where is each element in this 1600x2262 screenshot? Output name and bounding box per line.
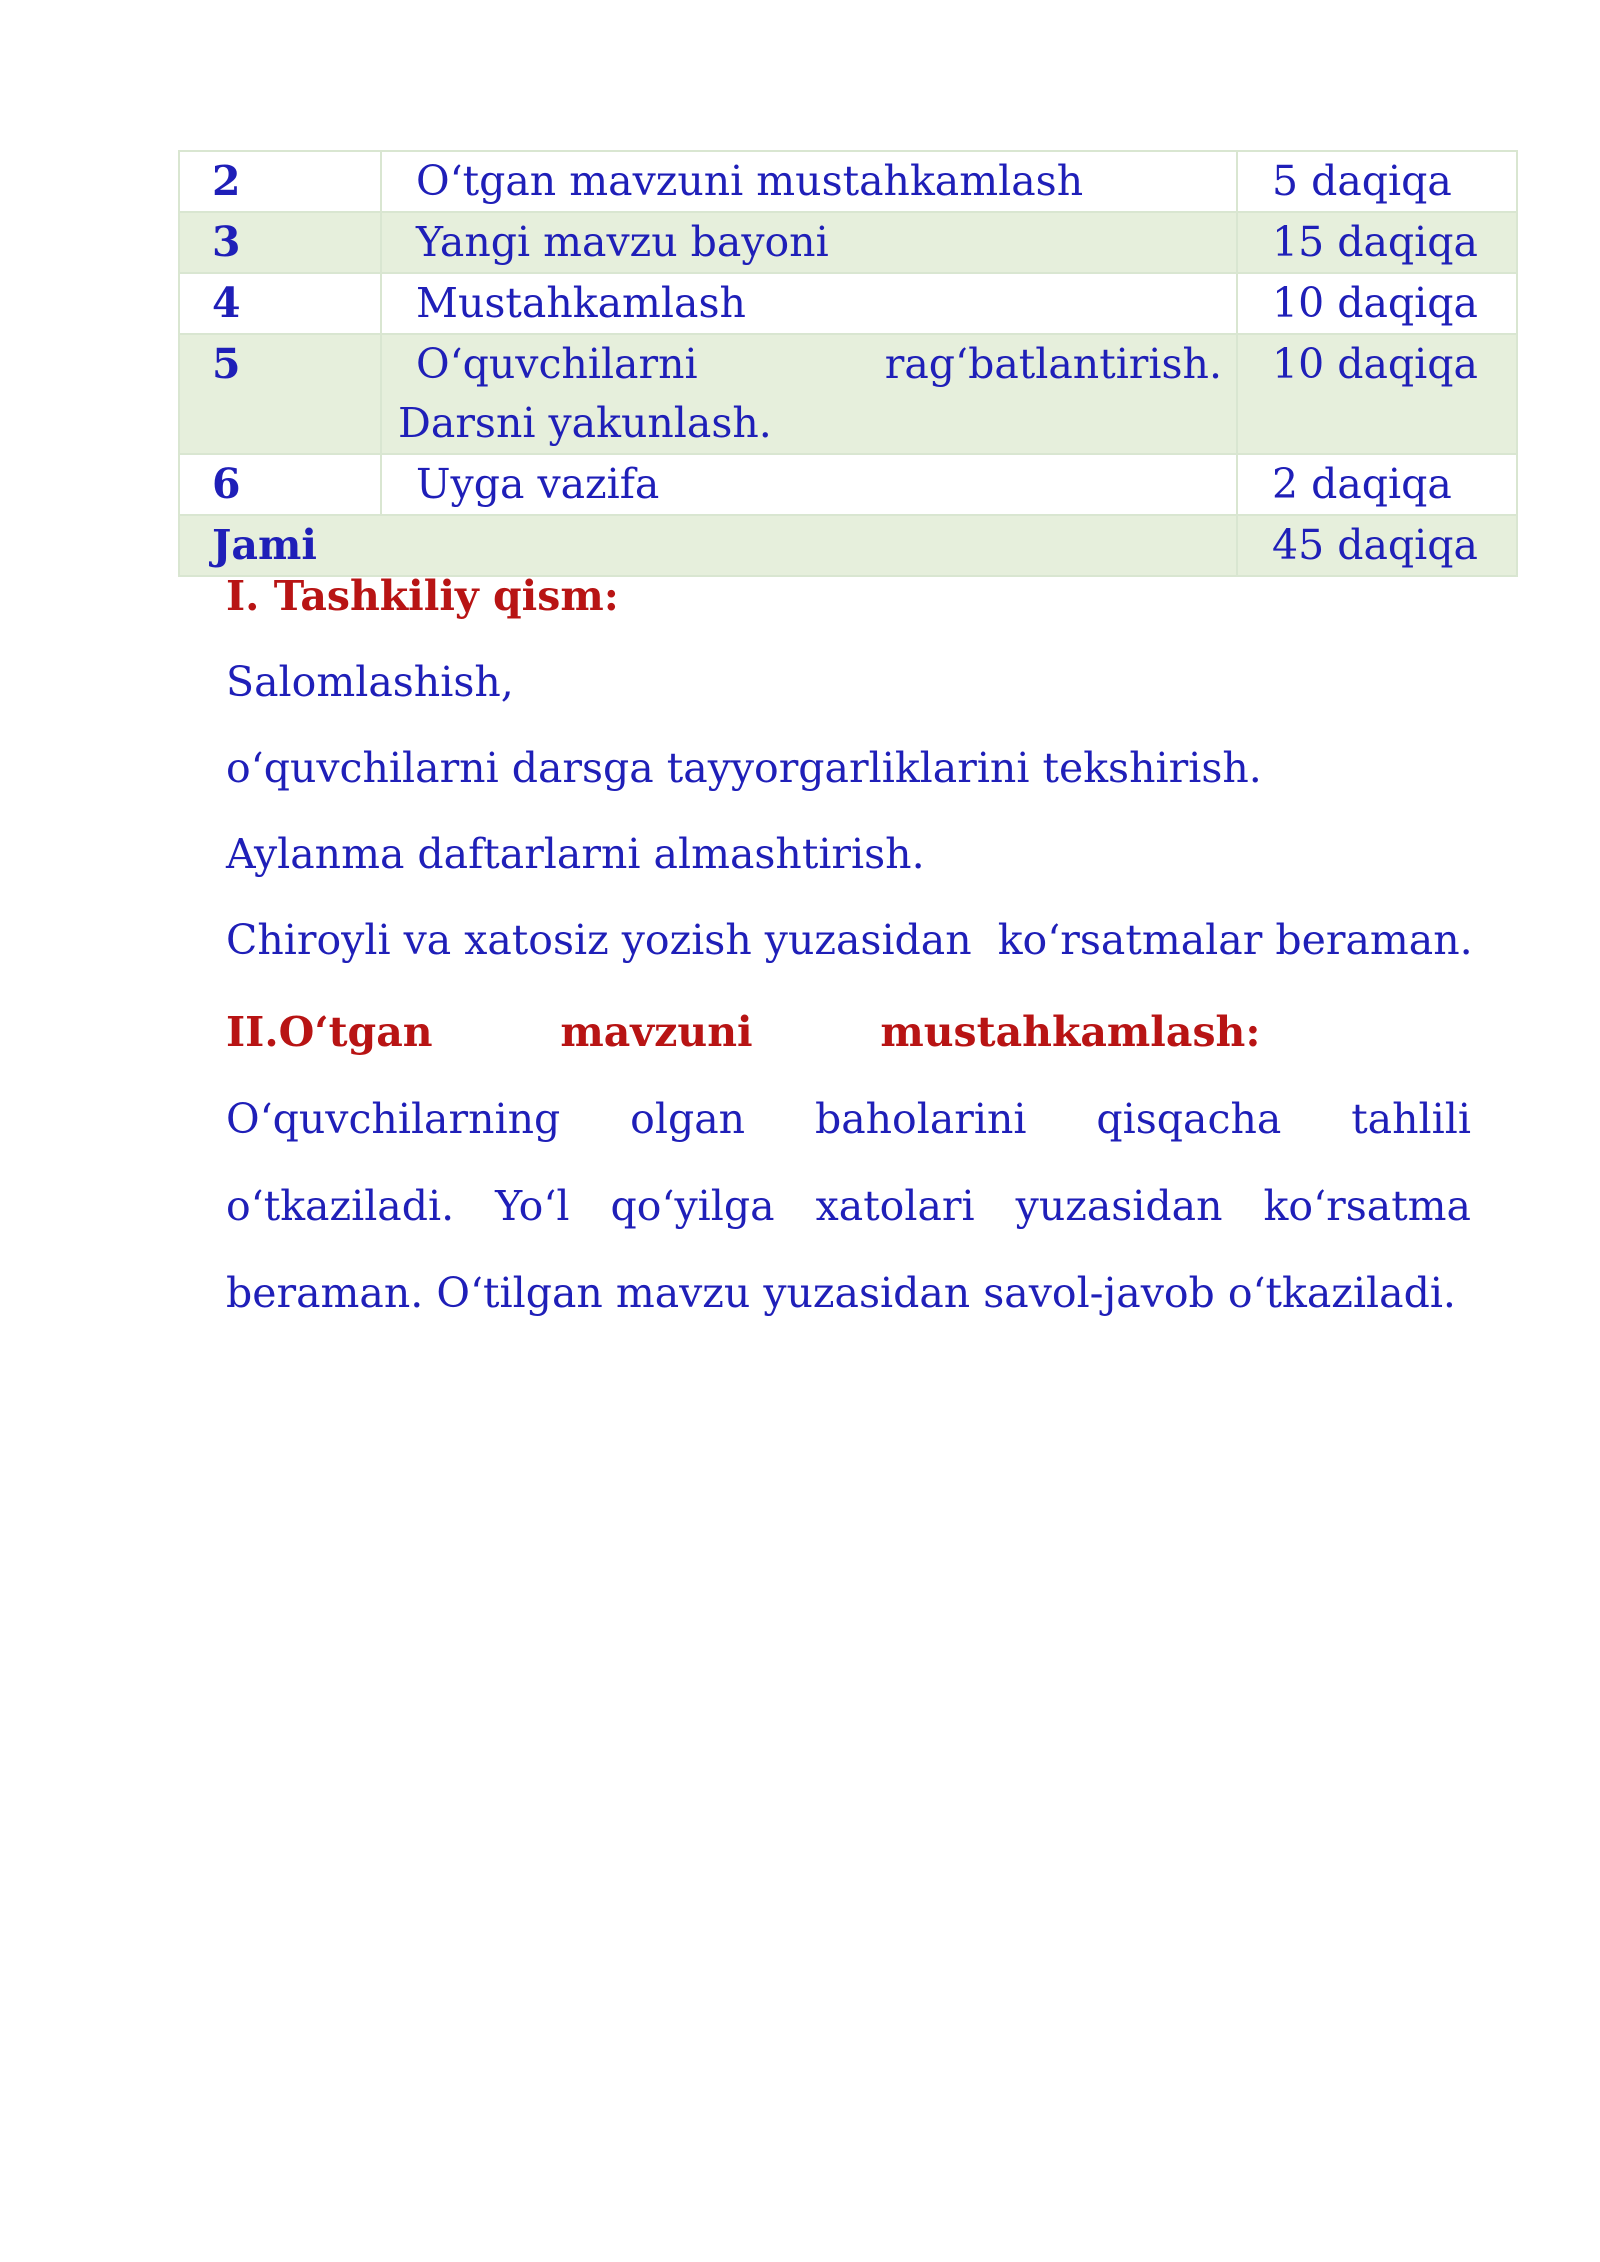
stage-duration: 15 daqiqa [1237, 212, 1517, 273]
paragraph-text: O‘quvchilarning olgan baholarini qisqacha tahlili o‘tkaziladi. Yo‘l qo‘yilga xatolari yuzasidan ko‘rsatma beraman. O‘tilgan mavzu yuzasidan savol-javob o‘tkaziladi. [226, 1095, 1471, 1317]
section-review [226, 989, 1471, 1337]
text-line: Aylanma daftarlarni almashtirish. [226, 830, 925, 878]
stage-duration: 5 daqiqa [1237, 151, 1517, 212]
row-number: 3 [179, 212, 381, 273]
table-row [179, 212, 1517, 273]
row-number: 2 [179, 151, 381, 212]
stage-name [381, 334, 1237, 454]
total-label: Jami [179, 515, 1237, 576]
text-line: o‘quvchilarni darsga tayyorgarliklarini tekshirish. [226, 744, 1262, 792]
text-line: Chiroyli va xatosiz yozish yuzasidan ko‘rsatmalar beraman. [226, 916, 1473, 964]
stage-duration: 2 daqiqa [1237, 454, 1517, 515]
text-line: Salomlashish, [226, 658, 514, 706]
lesson-schedule-table [178, 150, 1518, 577]
row-number: 6 [179, 454, 381, 515]
stage-duration: 10 daqiqa [1237, 273, 1517, 334]
stage-name: Mustahkamlash [381, 273, 1237, 334]
stage-name-part: Darsni yakunlash. [398, 399, 772, 447]
stage-name-part: rag‘batlantirish. [884, 340, 1222, 388]
row-number: 4 [179, 273, 381, 334]
table-row [179, 273, 1517, 334]
stage-name: O‘tgan mavzuni mustahkamlash [381, 151, 1237, 212]
stage-duration: 10 daqiqa [1237, 334, 1517, 454]
stage-name: Yangi mavzu bayoni [381, 212, 1237, 273]
total-duration: 45 daqiqa [1237, 515, 1517, 576]
section-heading: II.O‘tgan mavzuni mustahkamlash: [226, 1008, 1261, 1056]
table-row [179, 334, 1517, 454]
section-organizational [226, 553, 1471, 983]
stage-name-part: O‘quvchilarni [416, 340, 698, 388]
stage-name: Uyga vazifa [381, 454, 1237, 515]
section-heading: I. Tashkiliy qism: [226, 572, 619, 620]
table-row [179, 151, 1517, 212]
row-number: 5 [179, 334, 381, 454]
table-row [179, 454, 1517, 515]
